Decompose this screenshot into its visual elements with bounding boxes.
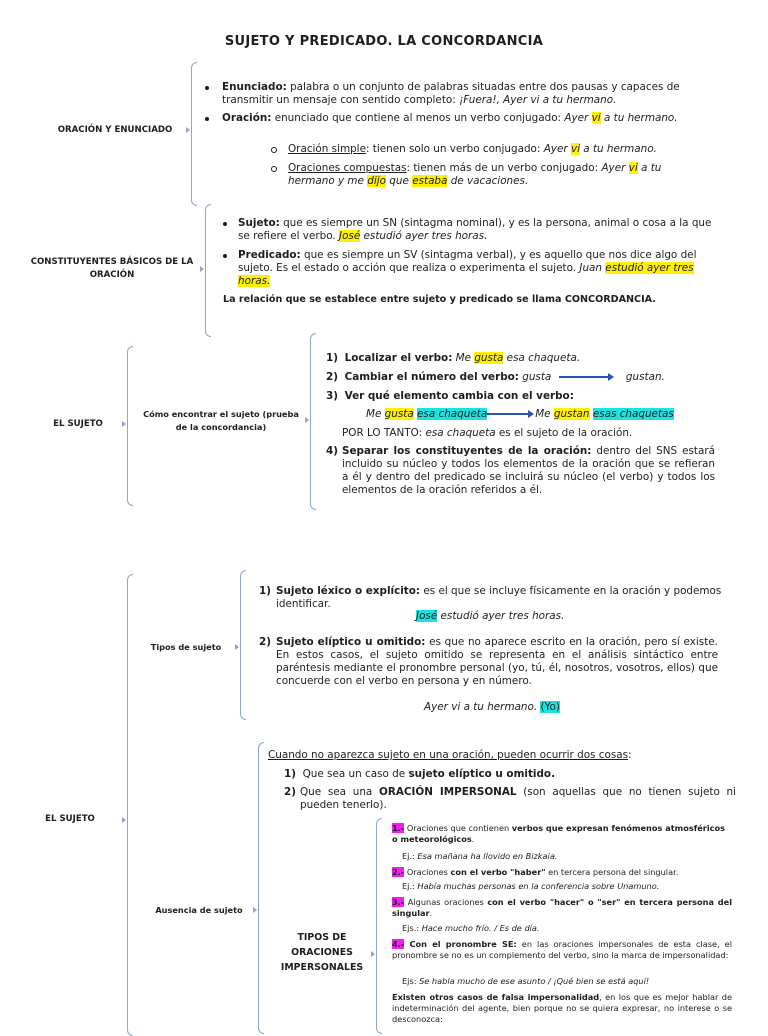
type-number: 3.- <box>392 897 405 907</box>
impersonal-type-1-example <box>402 851 732 862</box>
sub-label-como-encontrar: Cómo encontrar el sujeto (prueba de la concordancia) <box>143 409 299 432</box>
impersonal-type-3 <box>392 897 732 919</box>
circle-bullet-icon <box>271 147 277 153</box>
step-number: 2) <box>284 786 296 798</box>
step-4 <box>326 445 715 497</box>
example-text: Ayer vi a tu hermano. <box>424 701 541 713</box>
term-sujeto-lexico: Sujeto léxico o explícito: <box>276 585 421 597</box>
sub-label-ausencia-sujeto: Ausencia de sujeto <box>155 905 243 915</box>
bracket-tick <box>371 951 375 957</box>
step-number: 2) <box>259 636 271 648</box>
example-text: estudió ayer tres horas. <box>437 610 565 622</box>
tipo-2-example <box>424 701 724 714</box>
example-text: gustan. <box>625 371 665 383</box>
bracket-tick <box>235 644 239 650</box>
example-prefix: Ej.: <box>402 851 418 861</box>
step-number: 3) <box>326 390 338 402</box>
concordancia-note: La relación que se establece entre sujeto y predicado se llama CONCORDANCIA. <box>223 294 656 305</box>
enunciado-item <box>222 81 692 107</box>
example-text: esa chaqueta. <box>503 352 581 364</box>
example-text: Me <box>535 408 554 420</box>
definition-text: es el que se incluye físicamente en la oración y podemos identificar. <box>276 585 722 610</box>
arrow-right-icon <box>559 376 609 378</box>
type-text: Oraciones que contienen <box>404 823 512 833</box>
intro-colon: : <box>628 749 632 761</box>
section-label-oracion-enunciado: ORACIÓN Y ENUNCIADO <box>57 125 173 135</box>
highlight-verb: estaba <box>412 175 448 187</box>
intro-text: Cuando no aparezca sujeto en una oración, pueden ocurrir dos cosas <box>268 749 629 761</box>
type-number: 2.- <box>392 867 405 877</box>
example-prefix: Ejs.: <box>402 923 422 933</box>
definition-text: palabra o un conjunto de palabras situadas entre dos pausas y capaces de transmitir un mensaje con sentido completo: <box>222 81 680 106</box>
highlight-subject: (Yo) <box>540 701 560 713</box>
term-oracion: Oración: <box>222 112 272 124</box>
definition-text: : tienen solo un verbo conjugado: <box>365 143 544 155</box>
example-text: estudió ayer tres horas. <box>360 230 488 242</box>
example-text: Había muchas personas en la conferencia sobre Unamuno. <box>417 881 660 891</box>
definition-text: enunciado que contiene al menos un verbo conjugado: <box>271 112 565 124</box>
impersonal-type-1 <box>392 823 732 845</box>
type-term: verbos que expresan fenómenos atmosféricos o meteorológicos <box>392 823 725 844</box>
example-text: Hace mucho frío. / Es de día. <box>421 923 540 933</box>
sub-label-tipos-sujeto: Tipos de sujeto <box>150 642 222 652</box>
impersonal-types-label: TIPOS DE ORACIONES IMPERSONALES <box>280 932 364 973</box>
example-text: esa chaqueta <box>425 427 496 439</box>
example-text: gusta <box>518 371 552 383</box>
step-term: Ver qué elemento cambia con el verbo: <box>344 390 574 402</box>
type-text: en las oraciones impersonales de esta clase, el pronombre se no es un complemento del verbo, sino la marca de impersonalidad: <box>392 939 732 960</box>
step-number: 1) <box>326 352 338 364</box>
tipo-1 <box>259 585 728 611</box>
type-text: Algunas oraciones <box>404 897 488 907</box>
step-text: dentro del SNS estará incluido su núcleo y todos los elementos de la oración que se refieran a él y dentro del predicado se incluirá su núcleo (el verbo) y todos los elementos de la oración referidos a él. <box>342 445 715 496</box>
conclusion-text: es el sujeto de la oración. <box>495 427 633 439</box>
definition-text: que es siempre un SV (sintagma verbal), y es aquello que nos dice algo del sujeto. Es el estado o acción que realiza o experimenta el sujeto. <box>238 249 697 274</box>
case-text: Que sea un caso de <box>302 768 409 780</box>
example-prefix: Ej.: <box>402 881 418 891</box>
bracket <box>127 574 133 1036</box>
oracion-simple-item <box>288 143 708 156</box>
example-text: Ayer <box>564 112 592 124</box>
example-text: Juan <box>579 262 606 274</box>
step-3 <box>326 390 726 403</box>
type-text: . <box>429 908 433 918</box>
highlight-verb: gusta <box>474 352 504 364</box>
note-text: , en los que es mejor hablar de indeterminación del agente, bien porque no se quiera expresar, no interese o se desconozca: <box>392 992 732 1024</box>
por-lo-tanto <box>342 427 722 440</box>
bracket <box>376 818 382 1034</box>
bracket <box>127 346 133 506</box>
step-number: 4) <box>326 445 338 457</box>
step-number: 2) <box>326 371 338 383</box>
type-text: Oraciones <box>404 867 451 877</box>
example-text: a tu hermano. <box>579 143 657 155</box>
bracket <box>191 62 197 206</box>
arrow-right-icon <box>487 413 529 415</box>
tipo-1-example <box>416 610 716 623</box>
conclusion-label: POR LO TANTO: <box>342 427 426 439</box>
highlight-verb: vi <box>591 112 601 124</box>
case-text: (son aquellas que no tienen sujeto ni pueden tenerlo). <box>300 786 736 811</box>
highlight-verb: dijo <box>367 175 386 187</box>
tipo-2 <box>259 636 718 688</box>
page-title: SUJETO Y PREDICADO. LA CONCORDANCIA <box>224 34 544 49</box>
step-number: 1) <box>259 585 271 597</box>
case-text: Que sea una <box>300 786 379 798</box>
step-1 <box>326 352 726 365</box>
section-label-constituyentes: CONSTITUYENTES BÁSICOS DE LA ORACIÓN <box>30 257 194 280</box>
highlight-verb: vi <box>570 143 580 155</box>
example-text: a tu hermano y me <box>288 162 662 187</box>
highlight-verb: gusta <box>384 408 414 420</box>
type-number: 1.- <box>392 823 405 833</box>
bullet-icon <box>223 222 227 226</box>
term-oracion-simple: Oración simple <box>288 143 366 155</box>
highlight-subject: José <box>339 230 361 242</box>
bracket <box>258 742 264 1034</box>
type-text: . <box>471 834 475 844</box>
ausencia-1 <box>284 768 724 781</box>
bracket-tick <box>186 127 190 133</box>
term-predicado: Predicado: <box>238 249 301 261</box>
step-number: 1) <box>284 768 296 780</box>
case-term: sujeto elíptico u omitido. <box>408 768 556 780</box>
definition-text: es que no aparece escrito en la oración, pero sí existe. En estos casos, el sujeto omitido se representa en el análisis sintáctico entre paréntesis mediante el pronombre personal (yo, tú, él, nosotros, vosotros, ellos) que concuerde con el verbo en persona y en número. <box>276 636 718 687</box>
type-number: 4.- <box>392 939 405 949</box>
type-text: en tercera persona del singular. <box>545 867 679 877</box>
impersonal-type-2 <box>392 867 732 878</box>
highlight-predicate: estudió ayer tres horas. <box>238 262 694 287</box>
definition-text: : tienen más de un verbo conjugado: <box>406 162 602 174</box>
step-term: Separar los constituyentes de la oración: <box>342 445 592 457</box>
oracion-item <box>222 112 692 125</box>
type-term: con el verbo "hacer" o "ser" en tercera persona del singular <box>392 897 732 918</box>
sujeto-item <box>238 217 712 243</box>
impersonal-type-2-example <box>402 881 732 892</box>
example-text: Se habla mucho de ese asunto / ¡Qué bien se está aquí! <box>419 976 650 986</box>
term-sujeto-eliptico: Sujeto elíptico u omitido: <box>276 636 426 648</box>
example-text: que <box>386 175 413 187</box>
term-enunciado: Enunciado: <box>222 81 287 93</box>
step-term: Localizar el verbo: <box>344 352 453 364</box>
oraciones-compuestas-item <box>288 162 698 188</box>
bracket-tick <box>122 817 126 823</box>
bracket-tick <box>253 907 257 913</box>
impersonal-type-4 <box>392 939 732 961</box>
highlight-subject: esas chaquetas <box>592 408 674 420</box>
example-prefix: Ejs: <box>402 976 420 986</box>
highlight-subject: esa chaqueta <box>417 408 488 420</box>
bracket-tick <box>122 421 126 427</box>
example-text: Ayer <box>601 162 629 174</box>
bracket-tick <box>305 417 309 423</box>
highlight-subject: José <box>416 610 438 622</box>
section-label-el-sujeto: EL SUJETO <box>53 419 103 429</box>
example-text: ¡Fuera!, Ayer vi a tu hermano. <box>459 94 617 106</box>
bracket <box>205 204 211 337</box>
example-text: Me <box>452 352 475 364</box>
bullet-icon <box>205 86 209 90</box>
impersonal-type-3-example <box>402 923 732 934</box>
term-oraciones-compuestas: Oraciones compuestas <box>288 162 407 174</box>
type-term: Con el pronombre SE: <box>404 939 517 949</box>
circle-bullet-icon <box>271 166 277 172</box>
ausencia-intro <box>268 749 728 762</box>
section-label-el-sujeto-2: EL SUJETO <box>45 814 95 824</box>
example-text: Ayer <box>543 143 571 155</box>
bullet-icon <box>205 117 209 121</box>
highlight-verb: vi <box>628 162 638 174</box>
definition-text: que es siempre un SN (sintagma nominal), y es la persona, animal o cosa a la que se refiere el verbo. <box>238 217 712 242</box>
step-3-example <box>366 408 746 421</box>
step-term: Cambiar el número del verbo: <box>344 371 519 383</box>
bracket <box>240 570 246 720</box>
bracket-tick <box>200 266 204 272</box>
step-2 <box>326 371 726 384</box>
example-text: a tu hermano. <box>600 112 678 124</box>
term-sujeto: Sujeto: <box>238 217 280 229</box>
bracket <box>310 333 316 510</box>
case-term: ORACIÓN IMPERSONAL <box>379 786 517 798</box>
example-text: de vacaciones. <box>447 175 529 187</box>
highlight-verb: gustan <box>553 408 590 420</box>
note-term: Existen otros casos de falsa impersonalidad <box>392 992 600 1002</box>
example-text: Esa mañana ha llovido en Bizkaia. <box>417 851 558 861</box>
predicado-item <box>238 249 712 288</box>
ausencia-2 <box>284 786 736 812</box>
impersonal-type-4-example <box>402 976 732 987</box>
example-text: Me <box>366 408 385 420</box>
type-term: con el verbo "haber" <box>450 867 546 877</box>
bullet-icon <box>223 254 227 258</box>
falsa-impersonalidad-note <box>392 992 732 1025</box>
